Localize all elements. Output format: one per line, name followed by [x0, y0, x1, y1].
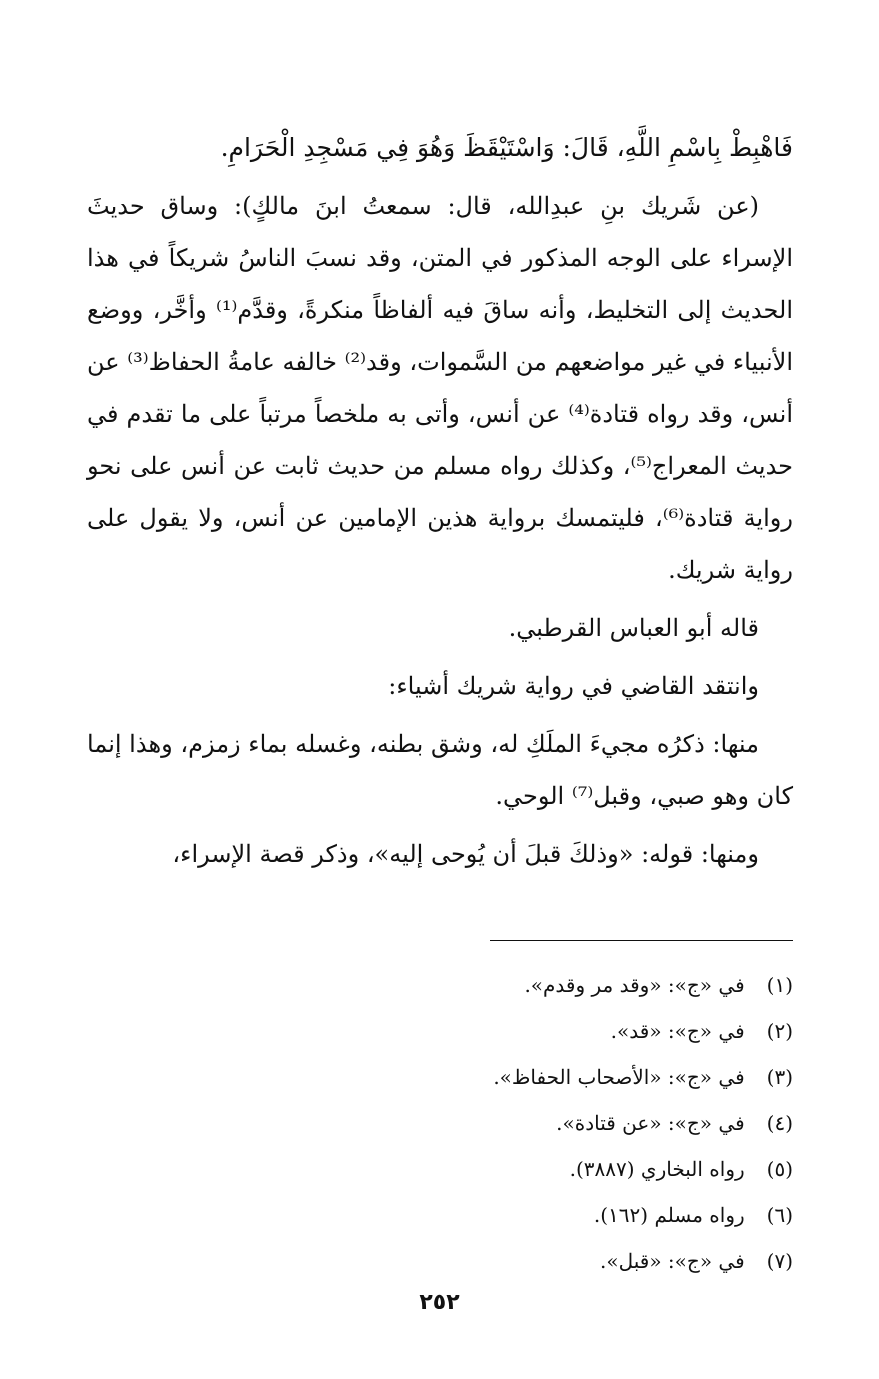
footnote-item [87, 1146, 793, 1192]
footnote-item [87, 1192, 793, 1238]
footnote-item [87, 1054, 793, 1100]
page-number: ٢٥٢ [419, 1290, 460, 1315]
footnote-number: (٣) [766, 1065, 793, 1089]
footnote-text: رواه البخاري (٣٨٨٧). [569, 1157, 745, 1181]
footnote-item [87, 1238, 793, 1284]
footnote-number: (١) [766, 973, 793, 997]
critique-intro: وانتقد القاضي في رواية شريك أشياء: [388, 672, 759, 700]
footnote-number: (٤) [766, 1111, 793, 1135]
critique-point-2: ومنها: قوله: «وذلكَ قبلَ أن يُوحى إليه»، وذكر قصة الإسراء، [172, 840, 759, 868]
footnote-item [87, 1100, 793, 1146]
commentary-paragraph: (عن شَريك بنِ عبدِالله، قال: سمعتُ ابنَ مالكٍ): وساق حديثَ الإسراء على الوجه المذكور في المتن، وقد نسبَ الناسُ شريكاً في هذا الحديث إلى التخليط، وأنه ساقَ فيه ألفاظاً منكرةً، وقدَّم⁽¹⁾ وأخَّر، ووضع الأنبياء في غير مواضعهم من السَّموات، وقد⁽²⁾ خالفه عامةُ الحفاظ⁽³⁾ عن أنس، وقد رواه قتادة⁽⁴⁾ عن أنس، وأتى به ملخصاً مرتباً على ما تقدم في حديث المعراج⁽⁵⁾، وكذلك رواه مسلم من حديث ثابت عن أنس على نحو رواية قتادة⁽⁶⁾، فليتمسك برواية هذين الإمامين عن أنس، ولا يقول على رواية شريك. [87, 192, 794, 584]
footnote-number: (٧) [766, 1249, 793, 1273]
footnote-item [87, 1008, 793, 1054]
footnote-item [87, 962, 793, 1008]
footnote-text: في «ج»: «قد». [610, 1019, 745, 1043]
footnote-text: في «ج»: «وقد مر وقدم». [524, 973, 745, 997]
footnote-text: في «ج»: «الأصحاب الحفاظ». [493, 1065, 745, 1089]
footnote-separator [490, 940, 793, 941]
footnote-text: في «ج»: «قبل». [600, 1249, 745, 1273]
footnotes-list [87, 962, 793, 1284]
footnote-text: في «ج»: «عن قتادة». [556, 1111, 745, 1135]
footnote-number: (٥) [766, 1157, 793, 1181]
main-text [87, 122, 793, 880]
footnote-number: (٦) [766, 1203, 793, 1227]
attribution-line: قاله أبو العباس القرطبي. [508, 614, 759, 642]
footnote-text: رواه مسلم (١٦٢). [593, 1203, 745, 1227]
footnote-number: (٢) [766, 1019, 793, 1043]
quranic-verse-line: فَاهْبِطْ بِاسْمِ اللَّهِ، قَالَ: وَاسْتَيْقَظَ وَهُوَ فِي مَسْجِدِ الْحَرَامِ. [220, 133, 793, 162]
critique-point-1: منها: ذكرُه مجيءَ الملَكِ له، وشق بطنه، وغسله بماء زمزم، وهذا إنما كان وهو صبي، وقبل⁽⁷⁾ الوحي. [87, 730, 793, 810]
